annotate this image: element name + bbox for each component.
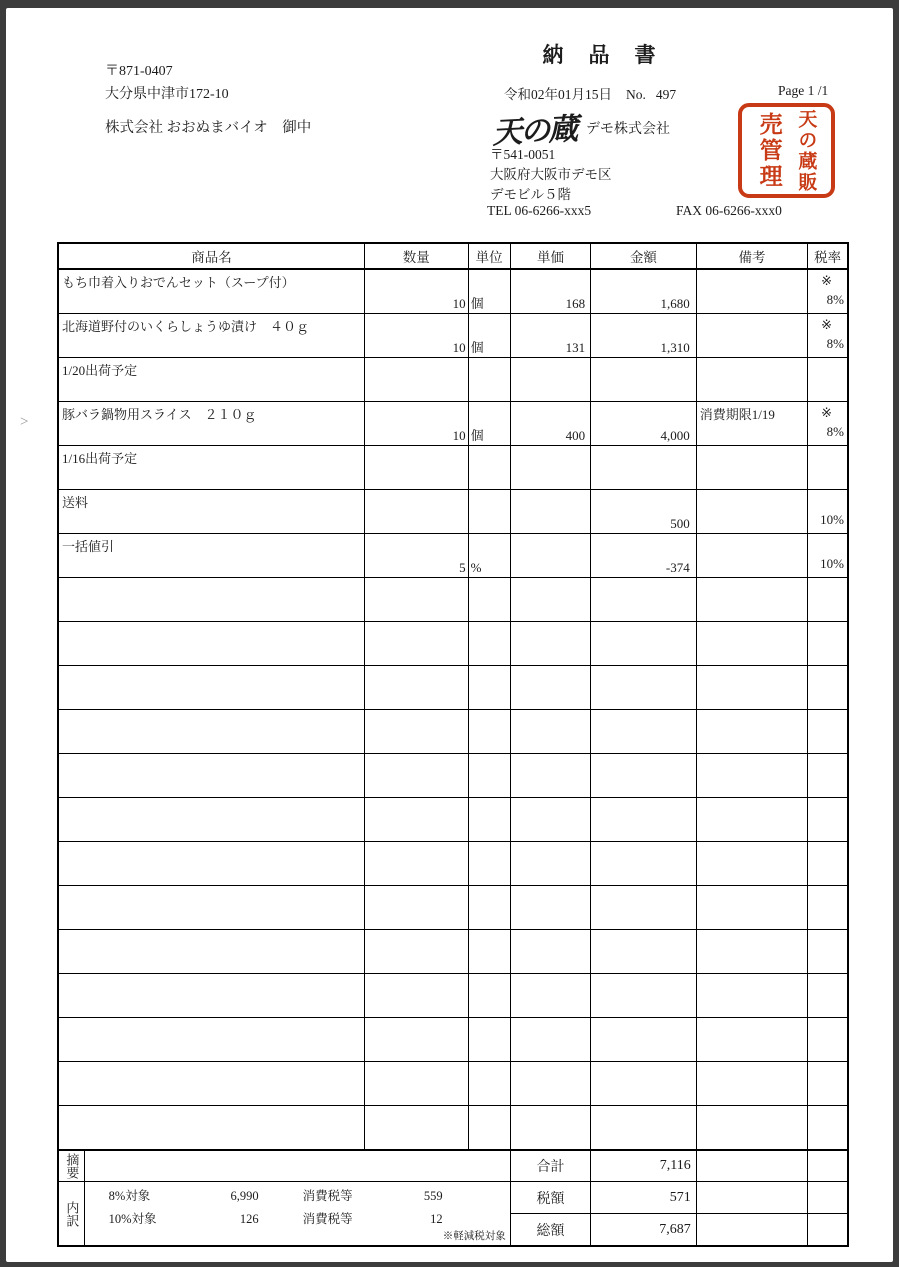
table-row (58, 622, 848, 666)
table-row (58, 402, 848, 446)
sender-postal: 〒541-0051 (490, 147, 556, 162)
cell-price (510, 754, 590, 798)
cell-note (696, 666, 808, 710)
cell-note (696, 269, 808, 314)
cell-qty (365, 798, 469, 842)
cell-price (510, 358, 590, 402)
cell-unit (468, 666, 510, 710)
cell-amount: 1,680 (591, 269, 697, 314)
cell-tax (808, 1018, 848, 1062)
summary-taxrate-cell (808, 1150, 848, 1182)
reduced-tax-note: ※軽減税対象 (442, 1231, 506, 1242)
cell-unit (468, 358, 510, 402)
sender-fax: FAX 06-6266-xxx0 (676, 203, 782, 218)
cell-amount (591, 446, 697, 490)
reduced-tax-mark (809, 887, 844, 907)
grand-total-label: 総額 (510, 1214, 590, 1247)
doc-no: 497 (655, 87, 677, 102)
breakdown-tax-value: 559 (423, 1189, 443, 1203)
cell-product (58, 1062, 365, 1106)
grand-total-value: 7,687 (591, 1214, 697, 1247)
cell-tax (808, 1062, 848, 1106)
reduced-tax-mark: ※ (821, 273, 833, 288)
cell-product (58, 886, 365, 930)
table-row (58, 578, 848, 622)
items-body (58, 269, 848, 1150)
table-header-row (58, 243, 848, 269)
cell-amount (591, 710, 697, 754)
cell-product: もち巾着入りおでんセット（スープ付） (58, 269, 365, 314)
table-row (58, 754, 848, 798)
cell-tax (808, 710, 848, 754)
cell-unit (468, 446, 510, 490)
col-header-product: 商品名 (58, 243, 365, 269)
cell-amount (591, 578, 697, 622)
table-row (58, 446, 848, 490)
cell-unit (468, 930, 510, 974)
table-row (58, 710, 848, 754)
reduced-tax-mark (809, 491, 844, 511)
cell-product: 1/16出荷予定 (58, 446, 365, 490)
cell-amount (591, 1062, 697, 1106)
cell-note (696, 358, 808, 402)
summary-table (57, 1149, 849, 1247)
uchiwake-label: 内訳 (58, 1182, 84, 1247)
cell-note (696, 1018, 808, 1062)
breakdown-row-10pct (85, 1210, 510, 1228)
reduced-tax-mark (809, 755, 844, 775)
cell-unit (468, 842, 510, 886)
cell-tax (808, 930, 848, 974)
cell-product (58, 710, 365, 754)
cell-unit (468, 1018, 510, 1062)
cell-note (696, 578, 808, 622)
cell-amount (591, 754, 697, 798)
cell-qty (365, 886, 469, 930)
doc-no-label: No. (626, 87, 646, 102)
summary-taxrate-cell (808, 1182, 848, 1214)
table-row (58, 490, 848, 534)
reduced-tax-mark (809, 1019, 844, 1039)
summary-row-total (58, 1150, 848, 1182)
cell-product (58, 842, 365, 886)
cell-note (696, 798, 808, 842)
cell-amount (591, 930, 697, 974)
cell-tax (808, 534, 848, 578)
sender-address-1: 大阪府大阪市デモ区 (490, 167, 612, 182)
cell-unit (468, 798, 510, 842)
cell-note (696, 446, 808, 490)
company-seal-stamp (738, 103, 835, 198)
cell-tax (808, 446, 848, 490)
cell-product: 送料 (58, 490, 365, 534)
table-row (58, 930, 848, 974)
table-row (58, 534, 848, 578)
cell-price (510, 446, 590, 490)
summary-taxrate-cell (808, 1214, 848, 1247)
cell-qty (365, 754, 469, 798)
cell-qty (365, 1062, 469, 1106)
reduced-tax-mark: ※ (821, 405, 833, 420)
cell-price (510, 1106, 590, 1151)
reduced-tax-mark (809, 711, 844, 731)
cell-tax (808, 622, 848, 666)
reduced-tax-mark: ※ (821, 317, 833, 332)
cell-qty: 10 (365, 269, 469, 314)
tax-rate-value: 10% (820, 512, 844, 527)
page-indicator: Page 1 /1 (778, 83, 829, 98)
cell-product (58, 666, 365, 710)
cell-price (510, 886, 590, 930)
cell-amount (591, 1106, 697, 1151)
recipient-address: 大分県中津市172-10 (105, 87, 229, 102)
cell-qty (365, 842, 469, 886)
cell-price (510, 1018, 590, 1062)
cell-unit: 個 (468, 402, 510, 446)
cell-note (696, 974, 808, 1018)
cell-product (58, 798, 365, 842)
cell-tax (808, 578, 848, 622)
cell-note (696, 622, 808, 666)
cell-unit: 個 (468, 314, 510, 358)
cell-qty (365, 974, 469, 1018)
cell-qty: 10 (365, 314, 469, 358)
table-row (58, 842, 848, 886)
seal-text-left: 売管理 (756, 111, 782, 190)
cell-tax (808, 974, 848, 1018)
cell-note (696, 930, 808, 974)
margin-caret[interactable]: > (20, 414, 29, 430)
tax-rate-value: 8% (826, 424, 844, 439)
cell-tax (808, 358, 848, 402)
cell-qty (365, 622, 469, 666)
table-row (58, 314, 848, 358)
table-row (58, 666, 848, 710)
cell-note (696, 710, 808, 754)
summary-remarks-cell (696, 1182, 808, 1214)
cell-unit: % (468, 534, 510, 578)
cell-qty (365, 710, 469, 754)
summary-remarks-cell (696, 1214, 808, 1247)
cell-tax (808, 798, 848, 842)
cell-price (510, 534, 590, 578)
cell-tax (808, 314, 848, 358)
cell-note: 消費期限1/19 (696, 402, 808, 446)
cell-tax (808, 402, 848, 446)
cell-product (58, 930, 365, 974)
cell-qty (365, 358, 469, 402)
cell-amount: 4,000 (591, 402, 697, 446)
reduced-tax-mark (809, 535, 844, 555)
cell-product: 豚バラ鍋物用スライス ２１０ｇ (58, 402, 365, 446)
breakdown-tax-label: 消費税等 (302, 1212, 353, 1226)
cell-product (58, 1106, 365, 1151)
breakdown-target-value: 6,990 (230, 1189, 259, 1203)
cell-amount (591, 886, 697, 930)
issue-date: 令和02年01月15日 (504, 87, 612, 102)
cell-amount (591, 1018, 697, 1062)
cell-price (510, 974, 590, 1018)
cell-qty (365, 1018, 469, 1062)
total-label: 合計 (510, 1150, 590, 1182)
reduced-tax-mark (809, 843, 844, 863)
cell-amount: 500 (591, 490, 697, 534)
cell-note (696, 754, 808, 798)
cell-price (510, 798, 590, 842)
table-row (58, 798, 848, 842)
cell-unit (468, 710, 510, 754)
cell-product (58, 974, 365, 1018)
tax-rate-value: 10% (820, 556, 844, 571)
cell-amount (591, 358, 697, 402)
issue-date-line (504, 83, 676, 103)
table-row (58, 974, 848, 1018)
cell-tax (808, 1106, 848, 1151)
cell-unit: 個 (468, 269, 510, 314)
cell-product (58, 578, 365, 622)
recipient-name: 株式会社 おおぬまバイオ 御中 (105, 120, 312, 136)
cell-qty (365, 1106, 469, 1151)
cell-qty (365, 930, 469, 974)
reduced-tax-mark (809, 447, 844, 467)
sender-tel: TEL 06-6266-xxx5 (487, 203, 592, 218)
cell-note (696, 534, 808, 578)
col-header-amount: 金額 (591, 243, 697, 269)
cell-price (510, 622, 590, 666)
cell-qty (365, 446, 469, 490)
table-row (58, 1018, 848, 1062)
cell-qty (365, 490, 469, 534)
reduced-tax-mark (809, 359, 844, 379)
cell-product (58, 622, 365, 666)
recipient-postal: 〒871-0407 (105, 64, 173, 79)
cell-tax (808, 490, 848, 534)
cell-note (696, 842, 808, 886)
cell-price (510, 930, 590, 974)
cell-unit (468, 1062, 510, 1106)
cell-amount (591, 974, 697, 1018)
cell-tax (808, 754, 848, 798)
tax-rate-value: 8% (826, 336, 844, 351)
cell-note (696, 1106, 808, 1151)
cell-price: 168 (510, 269, 590, 314)
cell-tax (808, 666, 848, 710)
cell-product (58, 1018, 365, 1062)
table-row (58, 1106, 848, 1151)
cell-amount (591, 622, 697, 666)
reduced-tax-mark (809, 623, 844, 643)
reduced-tax-mark (809, 931, 844, 951)
cell-price (510, 666, 590, 710)
tax-value: 571 (591, 1182, 697, 1214)
tekiyo-label: 摘要 (58, 1150, 84, 1182)
col-header-quantity: 数量 (365, 243, 469, 269)
tax-rate-value: 8% (826, 292, 844, 307)
cell-price: 400 (510, 402, 590, 446)
breakdown-tax-label: 消費税等 (302, 1189, 353, 1203)
tax-label: 税額 (510, 1182, 590, 1214)
cell-price (510, 842, 590, 886)
col-header-unit-price: 単価 (510, 243, 590, 269)
reduced-tax-mark (809, 975, 844, 995)
items-table (57, 242, 849, 1151)
breakdown-target-label: 10%対象 (108, 1212, 157, 1226)
total-value: 7,116 (591, 1150, 697, 1182)
cell-unit (468, 974, 510, 1018)
cell-unit (468, 490, 510, 534)
cell-note (696, 886, 808, 930)
cell-amount: -374 (591, 534, 697, 578)
doc-title: 納 品 書 (542, 43, 658, 67)
cell-amount (591, 842, 697, 886)
cell-price (510, 490, 590, 534)
cell-tax (808, 842, 848, 886)
cell-unit (468, 578, 510, 622)
cell-product (58, 754, 365, 798)
reduced-tax-mark (809, 579, 844, 599)
table-row (58, 886, 848, 930)
reduced-tax-mark (809, 799, 844, 819)
col-header-remarks: 備考 (696, 243, 808, 269)
reduced-tax-mark (809, 667, 844, 687)
cell-product: 北海道野付のいくらしょうゆ漬け ４０ｇ (58, 314, 365, 358)
cell-qty: 5 (365, 534, 469, 578)
seal-text-right: 天の蔵販 (795, 108, 817, 193)
table-row (58, 1062, 848, 1106)
breakdown-box (84, 1182, 510, 1247)
col-header-unit: 単位 (468, 243, 510, 269)
cell-unit (468, 622, 510, 666)
cell-amount: 1,310 (591, 314, 697, 358)
reduced-tax-mark (809, 1063, 844, 1083)
cell-unit (468, 886, 510, 930)
summary-remarks-cell (696, 1150, 808, 1182)
cell-note (696, 314, 808, 358)
cell-unit (468, 1106, 510, 1151)
sender-address-2: デモビル５階 (490, 187, 571, 202)
col-header-tax-rate: 税率 (808, 243, 848, 269)
cell-product: 一括値引 (58, 534, 365, 578)
cell-tax (808, 886, 848, 930)
cell-amount (591, 798, 697, 842)
cell-note (696, 490, 808, 534)
tekiyo-box (84, 1150, 510, 1182)
summary-row-tax (58, 1182, 848, 1214)
cell-unit (468, 754, 510, 798)
cell-product: 1/20出荷予定 (58, 358, 365, 402)
sender-logo: 天の蔵 (491, 112, 577, 151)
cell-price (510, 710, 590, 754)
cell-qty (365, 578, 469, 622)
cell-price (510, 578, 590, 622)
cell-price (510, 1062, 590, 1106)
reduced-tax-mark (809, 1107, 844, 1127)
breakdown-target-value: 126 (239, 1212, 259, 1226)
cell-qty (365, 666, 469, 710)
breakdown-row-8pct (85, 1187, 510, 1205)
table-row (58, 269, 848, 314)
cell-note (696, 1062, 808, 1106)
cell-qty: 10 (365, 402, 469, 446)
cell-tax (808, 269, 848, 314)
breakdown-target-label: 8%対象 (108, 1189, 151, 1203)
cell-price: 131 (510, 314, 590, 358)
sender-company: デモ株式会社 (586, 122, 670, 137)
cell-amount (591, 666, 697, 710)
document-page (6, 8, 893, 1262)
table-row (58, 358, 848, 402)
breakdown-tax-value: 12 (430, 1212, 443, 1226)
